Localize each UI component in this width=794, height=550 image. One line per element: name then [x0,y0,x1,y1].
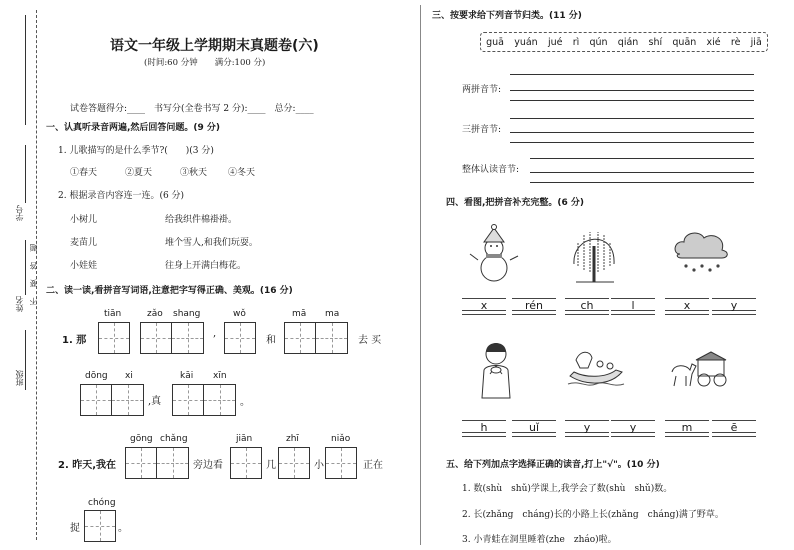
cells-wo[interactable] [224,322,256,354]
top-field-line [25,15,26,125]
pinyin-grid[interactable]: ch [565,298,609,314]
no-answer-notice: 不 要 答 题 [29,240,38,306]
name-field[interactable] [25,240,26,295]
exam-subtitle: (时间:60 分钟 满分:100 分) [144,58,266,68]
answer-line[interactable] [510,142,754,143]
section3-title: 三、按要求给下列音节归类。(11 分) [432,11,582,21]
answer-line[interactable] [510,132,754,133]
pinyin-ma2: ma [325,309,340,319]
snowman-picture [468,224,522,282]
pinyin-chang: chǎng [160,434,188,444]
reading-item-1[interactable]: 1. 数(shù shǔ)学课上,我学会了数(shù shǔ)数。 [462,484,673,494]
page-divider [420,5,421,545]
syllable-box [480,32,768,52]
cells-kaixin[interactable] [172,384,236,416]
cells-tian[interactable] [98,322,130,354]
text-zhuo: 捉 [70,523,80,534]
answer-line[interactable] [530,172,754,173]
rain-cloud-picture [672,226,732,276]
section1-q2: 2. 根据录音内容连一连。(6 分) [58,191,185,201]
cells-niao[interactable] [325,447,357,479]
binding-margin [0,0,44,550]
name-label: 姓名 [15,296,24,312]
match-right-3[interactable]: 往身上开满白梅花。 [165,261,247,271]
pinyin-gong: gōng [130,434,153,444]
text-xiao: 小 [314,460,324,471]
score-line: 试卷答题得分:____ 书写分(全卷书写 2 分):____ 总分:____ [70,104,314,114]
syllable: rè [730,36,741,48]
match-right-1[interactable]: 给我织件棉褂褂。 [165,215,238,225]
text-ji: 几 [266,460,276,471]
match-left-1[interactable]: 小树儿 [70,215,98,225]
label-whole-read: 整体认读音节: [462,165,520,175]
pinyin-ma1: mā [292,309,307,319]
cells-chong[interactable] [84,510,116,542]
pinyin-jian: jiān [236,434,253,444]
section1-q1: 1. 儿歌描写的是什么季节?( )(3 分) [58,146,214,156]
pinyin-zhi: zhī [286,434,299,444]
pinyin-grid[interactable]: y [565,420,609,436]
pinyin-grid[interactable]: x [665,298,709,314]
syllable: rì [572,36,580,48]
pinyin-xin: xīn [213,371,227,381]
answer-line[interactable] [530,182,754,183]
cells-mama[interactable] [284,322,348,354]
period-1: 。 [240,397,250,408]
pinyin-grid[interactable]: l [611,298,655,314]
pinyin-chong: chóng [88,498,116,508]
syllable: jué [547,36,563,48]
answer-line[interactable] [530,158,754,159]
text-pangbian: 旁边看 [193,460,223,471]
answer-line[interactable] [510,90,754,91]
q2-2-label: 2. 昨天,我在 [58,460,117,471]
pinyin-grid[interactable]: uǐ [512,420,556,436]
syllable: yuán [514,36,538,48]
syllable: qún [589,36,608,48]
text-zhengzai: 正在 [363,460,383,471]
cells-dongxi[interactable] [80,384,144,416]
pinyin-wo: wǒ [233,309,246,319]
answer-line[interactable] [510,118,754,119]
reading-item-3[interactable]: 3. 小青蛙在洞里睡着(zhe zháo)啦。 [462,535,617,545]
q1-option-a[interactable]: ①春天 [70,168,98,178]
pinyin-grid[interactable]: y [611,420,655,436]
syllable: shí [648,36,663,48]
label-three-spell: 三拼音节: [462,125,502,135]
syllable: xié [706,36,721,48]
section4-title: 四、看图,把拼音补充完整。(6 分) [446,198,585,208]
cells-zaoshang[interactable] [140,322,204,354]
text-qumai: 去 买 [358,335,382,346]
pinyin-tian: tiān [104,309,122,319]
pinyin-grid[interactable]: y [712,298,756,314]
pinyin-grid[interactable]: rén [512,298,556,314]
text-zhen: ,真 [148,396,162,407]
section5-title: 五、给下列加点字选择正确的读音,打上"√"。(10 分) [446,460,660,470]
section1-title: 一、认真听录音两遍,然后回答问题。(9 分) [46,123,221,133]
reading-item-2[interactable]: 2. 长(zhǎng cháng)长的小路上长(zhǎng cháng)满了野草。 [462,510,724,520]
pinyin-grid[interactable]: h [462,420,506,436]
pinyin-grid[interactable]: x [462,298,506,314]
horse-carriage-picture [668,350,730,390]
syllable: guā [486,36,504,48]
child-clapping-picture [472,340,522,400]
pinyin-kai: kāi [180,371,194,381]
pinyin-grid[interactable]: ē [712,420,756,436]
willow-tree-picture [566,224,622,284]
period-2: 。 [118,523,128,534]
q1-option-b[interactable]: ②夏天 [125,168,153,178]
match-right-2[interactable]: 堆个雪人,和我们玩耍。 [165,238,258,248]
page-title: 语文一年级上学期期末真题卷(六) [110,38,319,54]
syllable: jiā [750,36,762,48]
seat-field[interactable] [25,145,26,203]
text-he: 和 [266,335,276,346]
pinyin-xi: xi [125,371,133,381]
cells-gongchang[interactable] [125,447,189,479]
match-left-2[interactable]: 麦苗儿 [70,238,98,248]
pinyin-zao: zǎo [147,309,163,319]
seat-label: 学号 [15,205,24,221]
cells-zhi[interactable] [278,447,310,479]
class-field[interactable] [25,330,26,390]
q1-option-d[interactable]: ④冬天 [228,168,256,178]
syllable: qián [617,36,639,48]
label-two-spell: 两拼音节: [462,85,502,95]
pinyin-grid[interactable]: m [665,420,709,436]
syllable: quān [672,36,697,48]
answer-line[interactable] [510,74,754,75]
section2-title: 二、读一读,看拼音写词语,注意把字写得正确、美观。(16 分) [46,286,293,296]
comma: , [213,328,217,339]
pinyin-shang: shang [173,309,201,319]
q1-option-c[interactable]: ③秋天 [180,168,208,178]
q2-1-label: 1. 那 [62,335,87,346]
answer-line[interactable] [510,100,754,101]
class-label: 班级 [15,370,24,386]
pinyin-niao: niǎo [331,434,351,444]
cells-jian[interactable] [230,447,262,479]
pinyin-dong: dōng [85,371,108,381]
match-left-3[interactable]: 小娃娃 [70,261,98,271]
dragon-boat-picture [566,346,626,390]
